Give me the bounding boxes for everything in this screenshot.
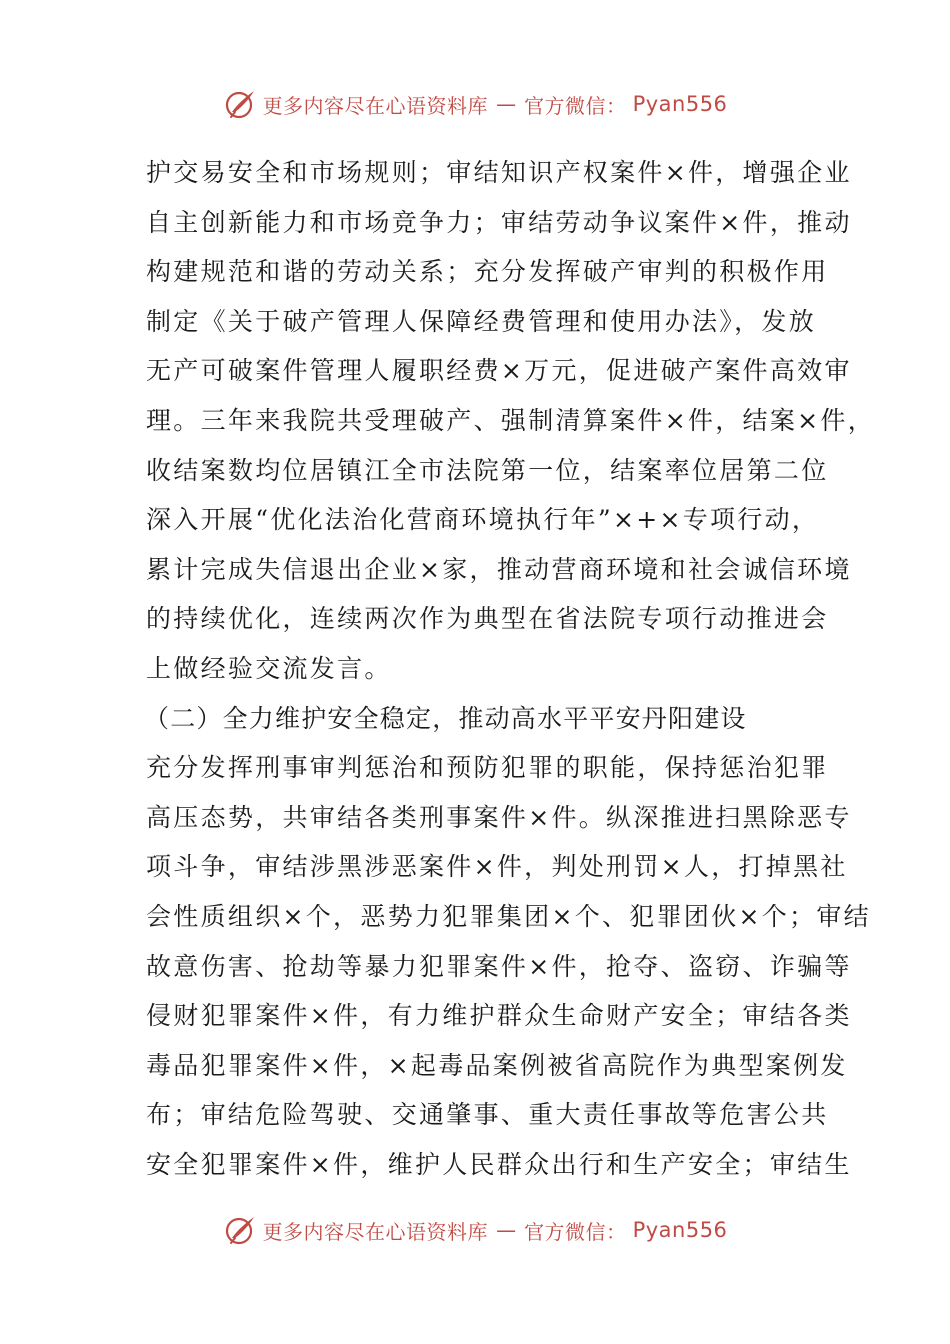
paragraph-line: 护交易安全和市场规则；审结知识产权案件×件，增强企业 [146,158,852,187]
quill-logo-icon [223,1213,257,1247]
paragraph-line: 高压态势，共审结各类刑事案件×件。纵深推进扫黑除恶专 [146,802,852,832]
paragraph-line: 自主创新能力和市场竞争力；审结劳动争议案件×件，推动 [146,207,852,237]
watermark-title: 更多内容尽在心语资料库 [262,1219,489,1244]
watermark-separator: — [496,92,517,116]
watermark-brand: Pyan556 [632,1218,728,1242]
watermark-title: 更多内容尽在心语资料库 [262,93,489,118]
paragraph-line: 项斗争，审结涉黑涉恶案件×件，判处刑罚×人，打掉黑社 [146,852,848,882]
paragraph-line: 理。三年来我院共受理破产、强制清算案件×件，结案×件， [146,405,875,435]
section-heading: （二）全力维护安全稳定，推动高水平平安丹阳建设 [144,703,747,733]
watermark-label: 官方微信： [524,1219,627,1244]
paragraph-line: 上做经验交流发言。 [146,653,392,683]
paragraph-line: 收结案数均位居镇江全市法院第一位，结案率位居第二位 [146,455,829,485]
quill-logo-icon [223,87,257,121]
paragraph-line: 安全犯罪案件×件，维护人民群众出行和生产安全；审结生 [146,1149,852,1179]
paragraph-line: 会性质组织×个，恶势力犯罪集团×个、犯罪团伙×个；审结 [146,901,871,931]
paragraph-line: 累计完成失信退出企业×家，推动营商环境和社会诚信环境 [146,554,852,584]
watermark-footer [0,1208,950,1252]
paragraph-line: 制定《关于破产管理人保障经费管理和使用办法》，发放 [146,306,817,336]
paragraph-line: 的持续优化，连续两次作为典型在省法院专项行动推进会 [146,604,829,634]
paragraph-line: 毒品犯罪案件×件，×起毒品案例被省高院作为典型案例发 [146,1050,848,1080]
paragraph-line: 深入开展“优化法治化营商环境执行年”×+×专项行动， [146,505,820,535]
document-body [144,148,875,1189]
watermark-header [0,82,950,126]
paragraph-line: 侵财犯罪案件×件，有力维护群众生命财产安全；审结各类 [146,1001,852,1031]
paragraph-line: 充分发挥刑事审判惩治和预防犯罪的职能，保持惩治犯罪 [146,753,829,783]
watermark-separator: — [496,1218,517,1242]
paragraph-line: 无产可破案件管理人履职经费×万元，促进破产案件高效审 [146,356,852,386]
watermark-brand: Pyan556 [632,92,728,116]
paragraph-line: 构建规范和谐的劳动关系；充分发挥破产审判的积极作用 [146,257,829,287]
paragraph-line: 布；审结危险驾驶、交通肇事、重大责任事故等危害公共 [146,1100,829,1130]
paragraph-line: 故意伤害、抢劫等暴力犯罪案件×件，抢夺、盗窃、诈骗等 [146,951,852,981]
watermark-label: 官方微信： [524,93,627,118]
